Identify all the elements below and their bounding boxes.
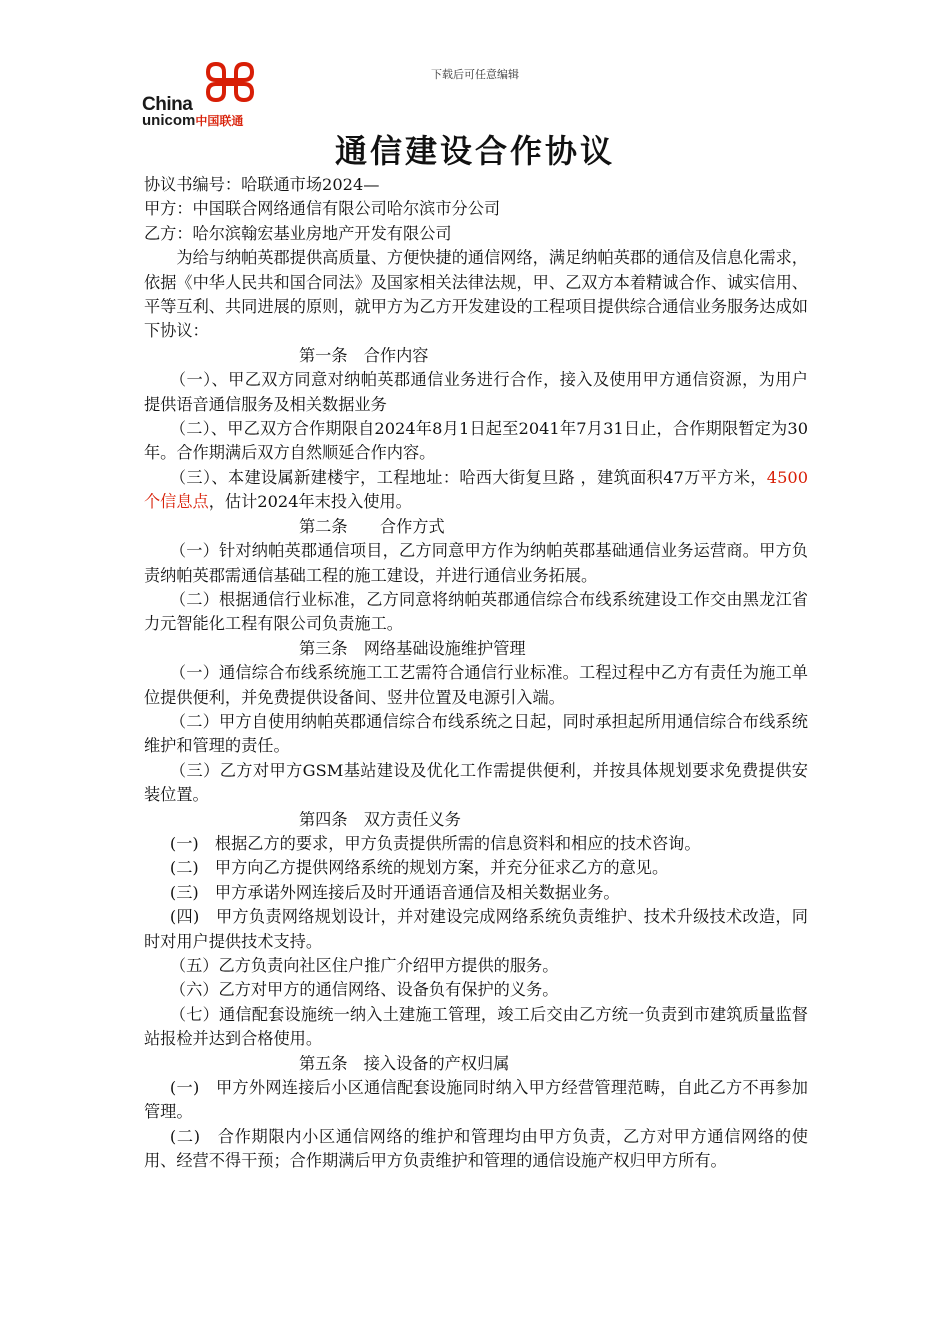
article-2-heading: 第二条 合作方式 bbox=[299, 516, 445, 536]
party-a: 甲方：中国联合网络通信有限公司哈尔滨市分公司 bbox=[144, 199, 501, 219]
clause-3-text-b: ，估计2024年末投入使用。 bbox=[208, 492, 412, 512]
article-1-heading: 第一条 合作内容 bbox=[299, 345, 429, 365]
article-4-heading: 第四条 双方责任义务 bbox=[299, 809, 461, 829]
intro-paragraph: 为给与纳帕英郡提供高质量、方便快捷的通信网络，满足纳帕英郡的通信及信息化需求，依据《中华人民共和国合同法》及国家相关法律法规，甲、乙双方本着精诚合作、诚实信用、平等互利、共同进展的原则，就甲方为乙方开发建设的工程项目提供综合通信业务服务达成如下协议： bbox=[144, 248, 808, 341]
logo-text-china: China bbox=[142, 94, 193, 115]
article-4-item-1: (一) 根据乙方的要求，甲方负责提供所需的信息资料和相应的技术咨询。 bbox=[169, 833, 701, 853]
article-2-clause-2: （二）根据通信行业标准，乙方同意将纳帕英郡通信综合布线系统建设工作交由黑龙江省力元智能化工程有限公司负责施工。 bbox=[144, 589, 808, 634]
clause-3-text-a: （三）、本建设属新建楼宇，工程地址：哈西大街复旦路 ，建筑面积47万平方米， bbox=[169, 467, 767, 487]
article-5-clause-2: (二) 合作期限内小区通信网络的维护和管理均由甲方负责，乙方对甲方通信网络的使用、经营不得干预；合作期满后甲方负责维护和管理的通信设施产权归甲方所有。 bbox=[144, 1126, 808, 1171]
document-body bbox=[144, 173, 808, 1174]
article-3-clause-2: （二）甲方自使用纳帕英郡通信综合布线系统之日起，同时承担起所用通信综合布线系统维护和管理的责任。 bbox=[144, 711, 808, 756]
contract-number: 协议书编号：哈联通市场2024— bbox=[144, 175, 380, 194]
article-4-item-3: (三) 甲方承诺外网连接后及时开通语音通信及相关数据业务。 bbox=[169, 882, 620, 902]
article-1-clause-2: （二）、甲乙双方合作期限自2024年8月1日起至2041年7月31日止，合作期限暂定为30年。合作期满后双方自然顺延合作内容。 bbox=[144, 419, 808, 463]
article-3-heading: 第三条 网络基础设施维护管理 bbox=[299, 638, 526, 658]
article-4-item-4: (四) 甲方负责网络规划设计，并对建设完成网络系统负责维护、技术升级技术改造，同时对用户提供技术支持。 bbox=[144, 907, 808, 951]
article-4-item-5: （五）乙方负责向社区住户推广介绍甲方提供的服务。 bbox=[169, 956, 559, 975]
article-1-clause-3 bbox=[144, 466, 808, 515]
info-points-highlight: 4500个信息点 bbox=[144, 467, 808, 512]
article-3-clause-1: （一）通信综合布线系统施工工艺需符合通信行业标准。工程过程中乙方有责任为施工单位提供便利，并免费提供设备间、竖井位置及电源引入端。 bbox=[144, 663, 808, 707]
article-3-clause-3: （三）乙方对甲方GSM基站建设及优化工作需提供便利，并按具体规划要求免费提供安装位置。 bbox=[144, 760, 808, 805]
party-b: 乙方：哈尔滨翰宏基业房地产开发有限公司 bbox=[144, 223, 452, 243]
china-unicom-logo bbox=[140, 58, 280, 130]
article-5-heading: 第五条 接入设备的产权归属 bbox=[299, 1053, 510, 1073]
article-1-clause-1: （一）、甲乙双方同意对纳帕英郡通信业务进行合作，接入及使用甲方通信资源，为用户提供语音通信服务及相关数据业务 bbox=[144, 370, 808, 414]
logo-text-unicom-en: unicom bbox=[142, 112, 196, 129]
article-4-item-6: （六）乙方对甲方的通信网络、设备负有保护的义务。 bbox=[169, 980, 559, 1000]
article-2-clause-1: （一）针对纳帕英郡通信项目，乙方同意甲方作为纳帕英郡基础通信业务运营商。甲方负责纳帕英郡需通信基础工程的施工建设，并进行通信业务拓展。 bbox=[144, 541, 808, 585]
logo-text-unicom-cn: 中国联通 bbox=[195, 114, 244, 128]
article-5-clause-1: (一) 甲方外网连接后小区通信配套设施同时纳入甲方经营管理范畴，自此乙方不再参加管理。 bbox=[144, 1078, 808, 1122]
article-4-item-2: (二) 甲方向乙方提供网络系统的规划方案，并充分征求乙方的意见。 bbox=[169, 858, 669, 878]
article-4-item-7: （七）通信配套设施统一纳入土建施工管理，竣工后交由乙方统一负责到市建筑质量监督站报检并达到合格使用。 bbox=[144, 1004, 808, 1049]
header-note: 下载后可任意编辑 bbox=[431, 68, 519, 81]
document-title: 通信建设合作协议 bbox=[334, 132, 615, 170]
unicom-knot-icon bbox=[202, 58, 258, 106]
